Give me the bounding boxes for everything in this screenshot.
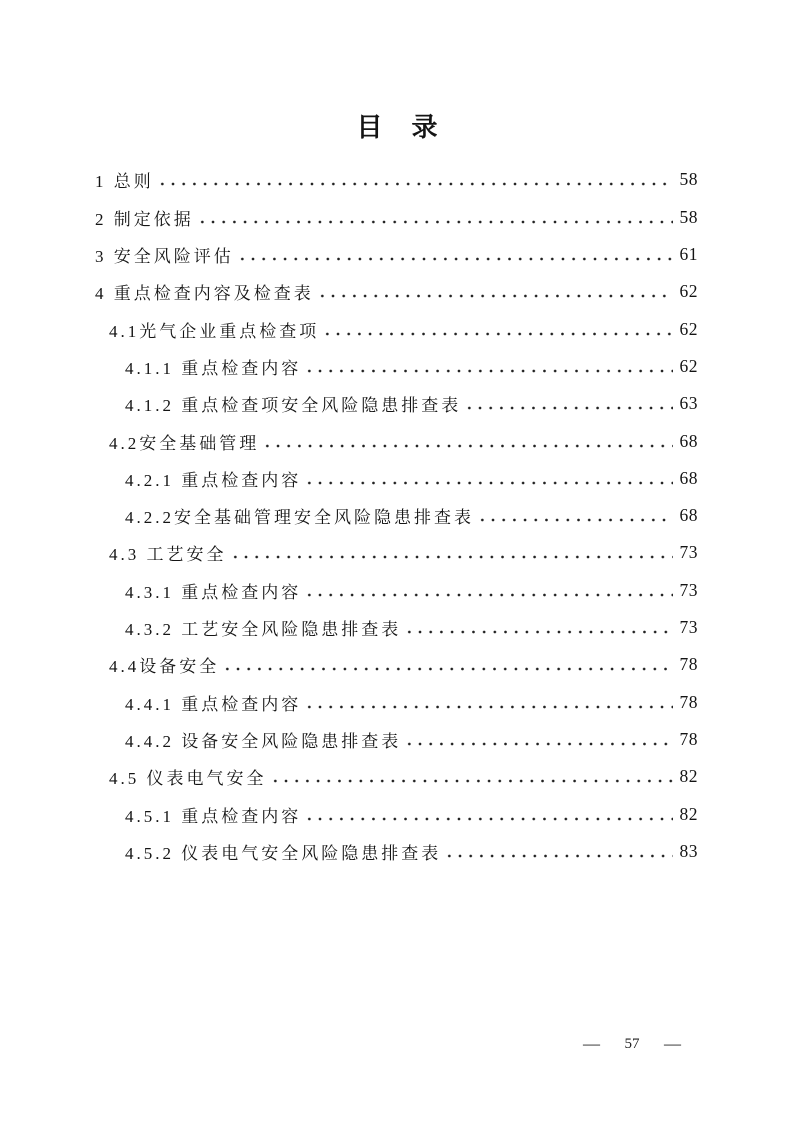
toc-entry-title: 2 制定依据 xyxy=(95,209,194,229)
dot-leader xyxy=(304,358,672,375)
dot-leader xyxy=(304,582,672,599)
toc-entry-page: 78 xyxy=(679,691,698,712)
table-of-contents xyxy=(95,161,698,870)
dot-leader xyxy=(317,283,673,300)
toc-entry-page: 62 xyxy=(679,281,698,302)
toc-entry xyxy=(95,422,698,459)
toc-entry-page: 62 xyxy=(679,318,698,339)
dot-leader xyxy=(237,246,673,263)
toc-entry xyxy=(95,460,698,497)
toc-entry xyxy=(95,572,698,609)
footer-left-dash: — xyxy=(583,1034,600,1053)
toc-entry-title: 4.1光气企业重点检查项 xyxy=(109,321,320,341)
toc-entry-title: 4.4.2 设备安全风险隐患排查表 xyxy=(125,731,402,751)
toc-entry-page: 63 xyxy=(679,393,698,414)
toc-entry xyxy=(95,385,698,422)
toc-entry-title: 4.3.1 重点检查内容 xyxy=(125,582,302,602)
toc-entry xyxy=(95,199,698,236)
dot-leader xyxy=(304,806,672,823)
toc-entry xyxy=(95,795,698,832)
dot-leader xyxy=(222,656,672,673)
toc-entry-title: 4.2.1 重点检查内容 xyxy=(125,470,302,490)
toc-entry-title: 4.2安全基础管理 xyxy=(109,433,260,453)
toc-entry xyxy=(95,161,698,198)
toc-entry xyxy=(95,497,698,534)
dot-leader xyxy=(157,171,673,188)
toc-entry xyxy=(95,534,698,571)
toc-entry-page: 78 xyxy=(679,654,698,675)
toc-entry-page: 83 xyxy=(679,840,698,861)
toc-entry xyxy=(95,684,698,721)
toc-entry-title: 4.3 工艺安全 xyxy=(109,545,227,565)
toc-entry-title: 3 安全风险评估 xyxy=(95,247,234,267)
dot-leader xyxy=(322,321,672,338)
toc-entry-title: 4.1.1 重点检查内容 xyxy=(125,358,302,378)
toc-entry-page: 61 xyxy=(679,244,698,265)
toc-entry-title: 4.5.1 重点检查内容 xyxy=(125,806,302,826)
toc-entry-page: 68 xyxy=(679,430,698,451)
toc-entry-title: 4.2.2安全基础管理安全风险隐患排查表 xyxy=(125,508,474,528)
toc-entry-title: 4.4.1 重点检查内容 xyxy=(125,694,302,714)
toc-entry xyxy=(95,609,698,646)
dot-leader xyxy=(404,731,672,748)
page-title: 目 录 xyxy=(356,113,448,143)
dot-leader xyxy=(262,433,672,450)
toc-entry xyxy=(95,273,698,310)
toc-entry-page: 62 xyxy=(679,355,698,376)
dot-leader xyxy=(197,209,673,226)
dot-leader xyxy=(464,395,672,412)
toc-entry-page: 58 xyxy=(679,206,698,227)
toc-entry-title: 4.4设备安全 xyxy=(109,657,220,677)
footer-right-dash: — xyxy=(664,1034,681,1053)
toc-entry xyxy=(95,721,698,758)
dot-leader xyxy=(304,470,672,487)
dot-leader xyxy=(404,619,672,636)
dot-leader xyxy=(304,694,672,711)
toc-entry-page: 73 xyxy=(679,579,698,600)
toc-entry xyxy=(95,236,698,273)
toc-entry-title: 1 总则 xyxy=(95,172,154,192)
toc-entry-page: 73 xyxy=(679,617,698,638)
toc-entry xyxy=(95,311,698,348)
toc-entry xyxy=(95,758,698,795)
toc-entry xyxy=(95,833,698,870)
toc-entry-title: 4.1.2 重点检查项安全风险隐患排查表 xyxy=(125,396,462,416)
toc-entry-page: 82 xyxy=(679,766,698,787)
toc-entry xyxy=(95,646,698,683)
toc-entry-title: 4.5.2 仪表电气安全风险隐患排查表 xyxy=(125,843,442,863)
toc-entry-page: 82 xyxy=(679,803,698,824)
toc-entry-title: 4 重点检查内容及检查表 xyxy=(95,284,314,304)
toc-entry xyxy=(95,348,698,385)
dot-leader xyxy=(270,768,673,785)
toc-entry-page: 73 xyxy=(679,542,698,563)
toc-entry-page: 78 xyxy=(679,728,698,749)
dot-leader xyxy=(444,843,672,860)
toc-entry-title: 4.5 仪表电气安全 xyxy=(109,769,267,789)
toc-entry-page: 68 xyxy=(679,467,698,488)
dot-leader xyxy=(477,507,673,524)
toc-entry-page: 68 xyxy=(679,505,698,526)
toc-entry-page: 58 xyxy=(679,169,698,190)
footer-page-number: 57 xyxy=(624,1036,640,1052)
page-footer xyxy=(583,1034,681,1054)
dot-leader xyxy=(230,544,673,561)
toc-entry-title: 4.3.2 工艺安全风险隐患排查表 xyxy=(125,620,402,640)
